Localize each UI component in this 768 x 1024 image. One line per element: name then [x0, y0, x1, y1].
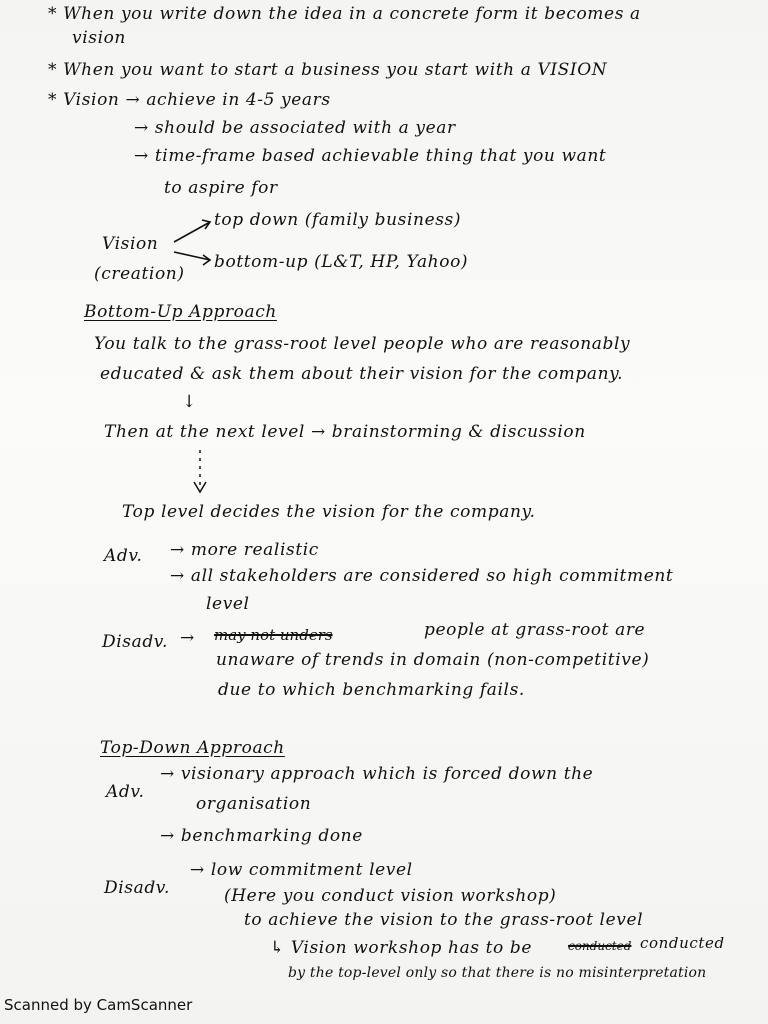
- bottom-up-adv-3: level: [206, 594, 250, 614]
- bottom-up-heading: Bottom-Up Approach: [84, 302, 277, 322]
- top-down-disadv-5: by the top-level only so that there is no misinterpretation: [288, 965, 707, 981]
- intro-line-6: → time-frame based achievable thing that you want: [134, 146, 607, 166]
- top-down-disadv-2: (Here you conduct vision workshop): [224, 886, 557, 906]
- intro-line-7: to aspire for: [164, 178, 278, 198]
- creation-top-down: top down (family business): [214, 210, 462, 230]
- top-down-heading: Top-Down Approach: [100, 738, 285, 758]
- bottom-up-line-4: Top level decides the vision for the company.: [122, 502, 536, 522]
- intro-line-4: * Vision → achieve in 4-5 years: [48, 90, 331, 110]
- top-down-adv-label: Adv.: [106, 782, 145, 802]
- bottom-up-disadv-label: Disadv.: [102, 632, 168, 652]
- top-down-adv-1: → visionary approach which is forced down the: [160, 764, 594, 784]
- intro-line-5: → should be associated with a year: [134, 118, 456, 138]
- top-down-disadv-4-pre: ↳ Vision workshop has to be: [270, 938, 533, 958]
- bottom-up-adv-1: → more realistic: [170, 540, 319, 560]
- top-down-disadv-4-post: conducted: [640, 934, 725, 952]
- bottom-up-disadv-1: people at grass-root are: [424, 620, 646, 640]
- bottom-up-adv-label: Adv.: [104, 546, 143, 566]
- bottom-up-line-2: educated & ask them about their vision for the company.: [100, 364, 624, 384]
- creation-label-creation: (creation): [94, 264, 185, 284]
- creation-bottom-up: bottom-up (L&T, HP, Yahoo): [214, 252, 469, 272]
- creation-label-vision: Vision: [102, 234, 159, 254]
- intro-line-3: * When you want to start a business you start with a VISION: [48, 60, 608, 80]
- intro-line-2: vision: [72, 28, 126, 48]
- bottom-up-adv-2: → all stakeholders are considered so high commitment: [170, 566, 674, 586]
- top-down-disadv-3: to achieve the vision to the grass-root level: [244, 910, 644, 930]
- bottom-up-disadv-3: due to which benchmarking fails.: [218, 680, 525, 700]
- top-down-adv-3: → benchmarking done: [160, 826, 363, 846]
- intro-line-1: * When you write down the idea in a concrete form it becomes a: [48, 4, 641, 24]
- down-arrow: ↓: [182, 392, 197, 412]
- bottom-up-disadv-arrow: →: [180, 628, 195, 648]
- top-down-disadv-1: → low commitment level: [190, 860, 413, 880]
- bottom-up-line-1: You talk to the grass-root level people who are reasonably: [94, 334, 631, 354]
- top-down-disadv-label: Disadv.: [104, 878, 170, 898]
- bottom-up-disadv-2: unaware of trends in domain (non-competitive): [216, 650, 650, 670]
- scanner-watermark: Scanned by CamScanner: [4, 996, 193, 1014]
- bottom-up-disadv-struck: may not unders: [214, 626, 333, 644]
- bottom-up-line-3: Then at the next level → brainstorming & discussion: [104, 422, 586, 442]
- top-down-disadv-4-struck: conducted: [568, 939, 632, 953]
- dotted-down-arrow: [190, 448, 210, 498]
- top-down-adv-2: organisation: [196, 794, 312, 814]
